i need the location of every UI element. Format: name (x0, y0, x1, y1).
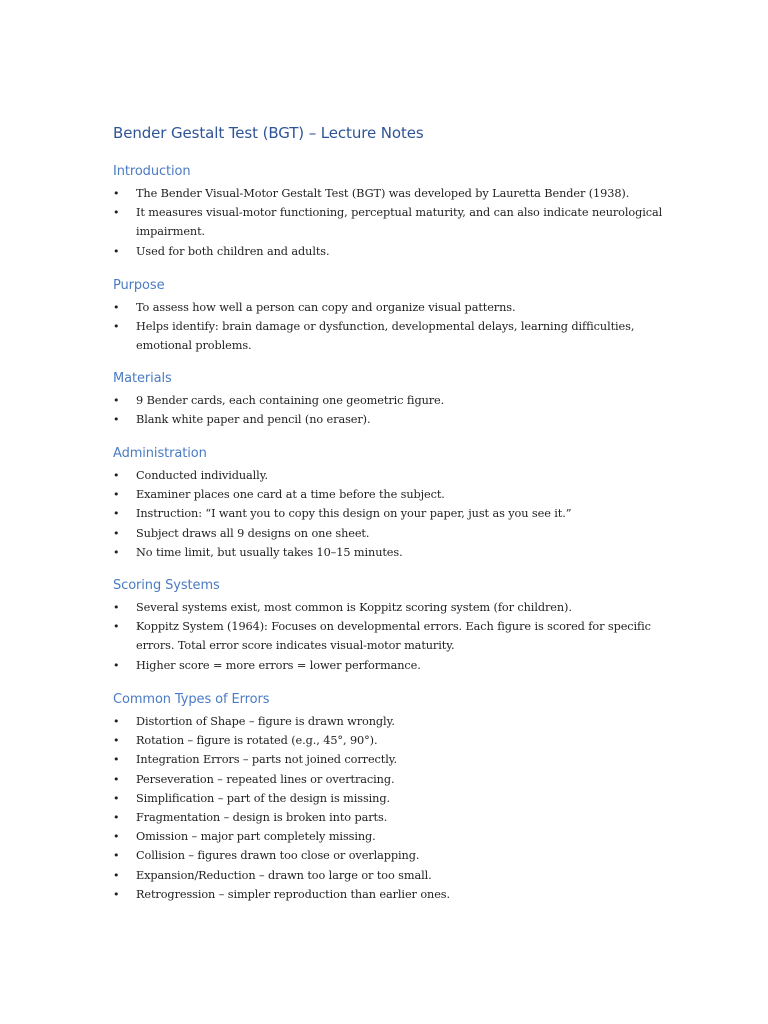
section-heading: Administration (113, 446, 207, 461)
list-item (113, 184, 673, 203)
list-item (113, 598, 673, 617)
list-item-text: Several systems exist, most common is Koppitz scoring system (for children). (136, 601, 572, 614)
section-introduction (113, 163, 673, 261)
list-item-text: Conducted individually. (136, 469, 268, 482)
list-item (113, 203, 673, 241)
list-item-text: Simplification – part of the design is missing. (136, 791, 390, 805)
list-item (113, 656, 673, 675)
list-item-text: Expansion/Reduction – drawn too large or too small. (136, 868, 432, 882)
bullet-list (113, 712, 673, 904)
list-item (113, 504, 673, 523)
bullet-icon: • (113, 849, 120, 863)
bullet-list (113, 391, 673, 429)
section-scoring-systems (113, 577, 673, 675)
bullet-icon: • (113, 753, 120, 767)
bullet-icon: • (113, 320, 120, 334)
list-item (113, 524, 673, 543)
list-item-text: It measures visual-motor functioning, perceptual maturity, and can also indicate neurological impairment. (136, 206, 663, 239)
bullet-list (113, 598, 673, 675)
bullet-icon: • (113, 620, 120, 634)
list-item-text: Helps identify: brain damage or dysfunction, developmental delays, learning difficulties, emotional problems. (136, 320, 635, 353)
list-item (113, 617, 673, 655)
section-heading: Introduction (113, 164, 191, 179)
bullet-icon: • (113, 715, 120, 728)
list-item (113, 770, 673, 789)
bullet-list (113, 184, 673, 261)
bullet-icon: • (113, 413, 120, 427)
section-materials (113, 370, 673, 429)
bullet-icon: • (113, 244, 120, 258)
section-purpose (113, 277, 673, 356)
list-item (113, 731, 673, 750)
list-item-text: Koppitz System (1964): Focuses on developmental errors. Each figure is scored for specific errors. Total error score indicates visual-motor maturity. (136, 620, 651, 653)
section-heading: Purpose (113, 278, 165, 293)
bullet-icon: • (113, 772, 120, 786)
list-item (113, 827, 673, 846)
bullet-icon: • (113, 811, 120, 825)
list-item-text: Instruction: “I want you to copy this design on your paper, just as you see it.” (136, 507, 572, 521)
list-item-text: Retrogression – simpler reproduction than earlier ones. (136, 887, 450, 901)
list-item (113, 750, 673, 769)
list-item-text: To assess how well a person can copy and organize visual patterns. (136, 301, 516, 314)
list-item (113, 543, 673, 562)
bullet-list (113, 466, 673, 562)
list-item-text: The Bender Visual-Motor Gestalt Test (BGT) was developed by Lauretta Bender (1938). (136, 187, 630, 200)
bullet-icon: • (113, 187, 120, 200)
list-item (113, 885, 673, 904)
list-item-text: 9 Bender cards, each containing one geometric figure. (136, 394, 445, 407)
section-heading: Common Types of Errors (113, 692, 270, 707)
list-item-text: Higher score = more errors = lower performance. (136, 658, 421, 672)
section-administration (113, 445, 673, 562)
list-item (113, 789, 673, 808)
bullet-icon: • (113, 734, 120, 748)
list-item-text: Integration Errors – parts not joined correctly. (136, 753, 397, 767)
list-item (113, 712, 673, 731)
section-heading: Scoring Systems (113, 578, 220, 593)
list-item (113, 466, 673, 485)
bullet-icon: • (113, 658, 120, 672)
bullet-icon: • (113, 526, 120, 540)
bullet-list (113, 298, 673, 356)
list-item-text: Blank white paper and pencil (no eraser). (136, 413, 371, 427)
list-item (113, 298, 673, 317)
bullet-icon: • (113, 394, 120, 407)
list-item (113, 242, 673, 261)
bullet-icon: • (113, 206, 120, 220)
list-item (113, 485, 673, 504)
list-item-text: Rotation – figure is rotated (e.g., 45°, 90°). (136, 734, 378, 748)
bullet-icon: • (113, 301, 120, 314)
list-item-text: Subject draws all 9 designs on one sheet. (136, 526, 370, 540)
bullet-icon: • (113, 507, 120, 521)
list-item-text: Perseveration – repeated lines or overtracing. (136, 772, 395, 786)
list-item-text: Examiner places one card at a time before the subject. (136, 488, 445, 502)
list-item (113, 391, 673, 410)
list-item (113, 808, 673, 827)
list-item-text: No time limit, but usually takes 10–15 minutes. (136, 545, 403, 559)
bullet-icon: • (113, 868, 120, 882)
section-common-errors (113, 691, 673, 904)
document-title: Bender Gestalt Test (BGT) – Lecture Notes (113, 124, 424, 142)
bullet-icon: • (113, 601, 120, 614)
bullet-icon: • (113, 887, 120, 901)
bullet-icon: • (113, 469, 120, 482)
list-item-text: Collision – figures drawn too close or overlapping. (136, 849, 420, 863)
bullet-icon: • (113, 545, 120, 559)
section-heading: Materials (113, 371, 172, 386)
bullet-icon: • (113, 488, 120, 502)
list-item (113, 317, 673, 355)
bullet-icon: • (113, 791, 120, 805)
bullet-icon: • (113, 830, 120, 844)
list-item (113, 410, 673, 429)
list-item-text: Fragmentation – design is broken into parts. (136, 811, 388, 825)
list-item-text: Omission – major part completely missing. (136, 830, 376, 844)
list-item-text: Distortion of Shape – figure is drawn wrongly. (136, 715, 395, 728)
list-item (113, 846, 673, 865)
list-item-text: Used for both children and adults. (136, 244, 330, 258)
list-item (113, 866, 673, 885)
